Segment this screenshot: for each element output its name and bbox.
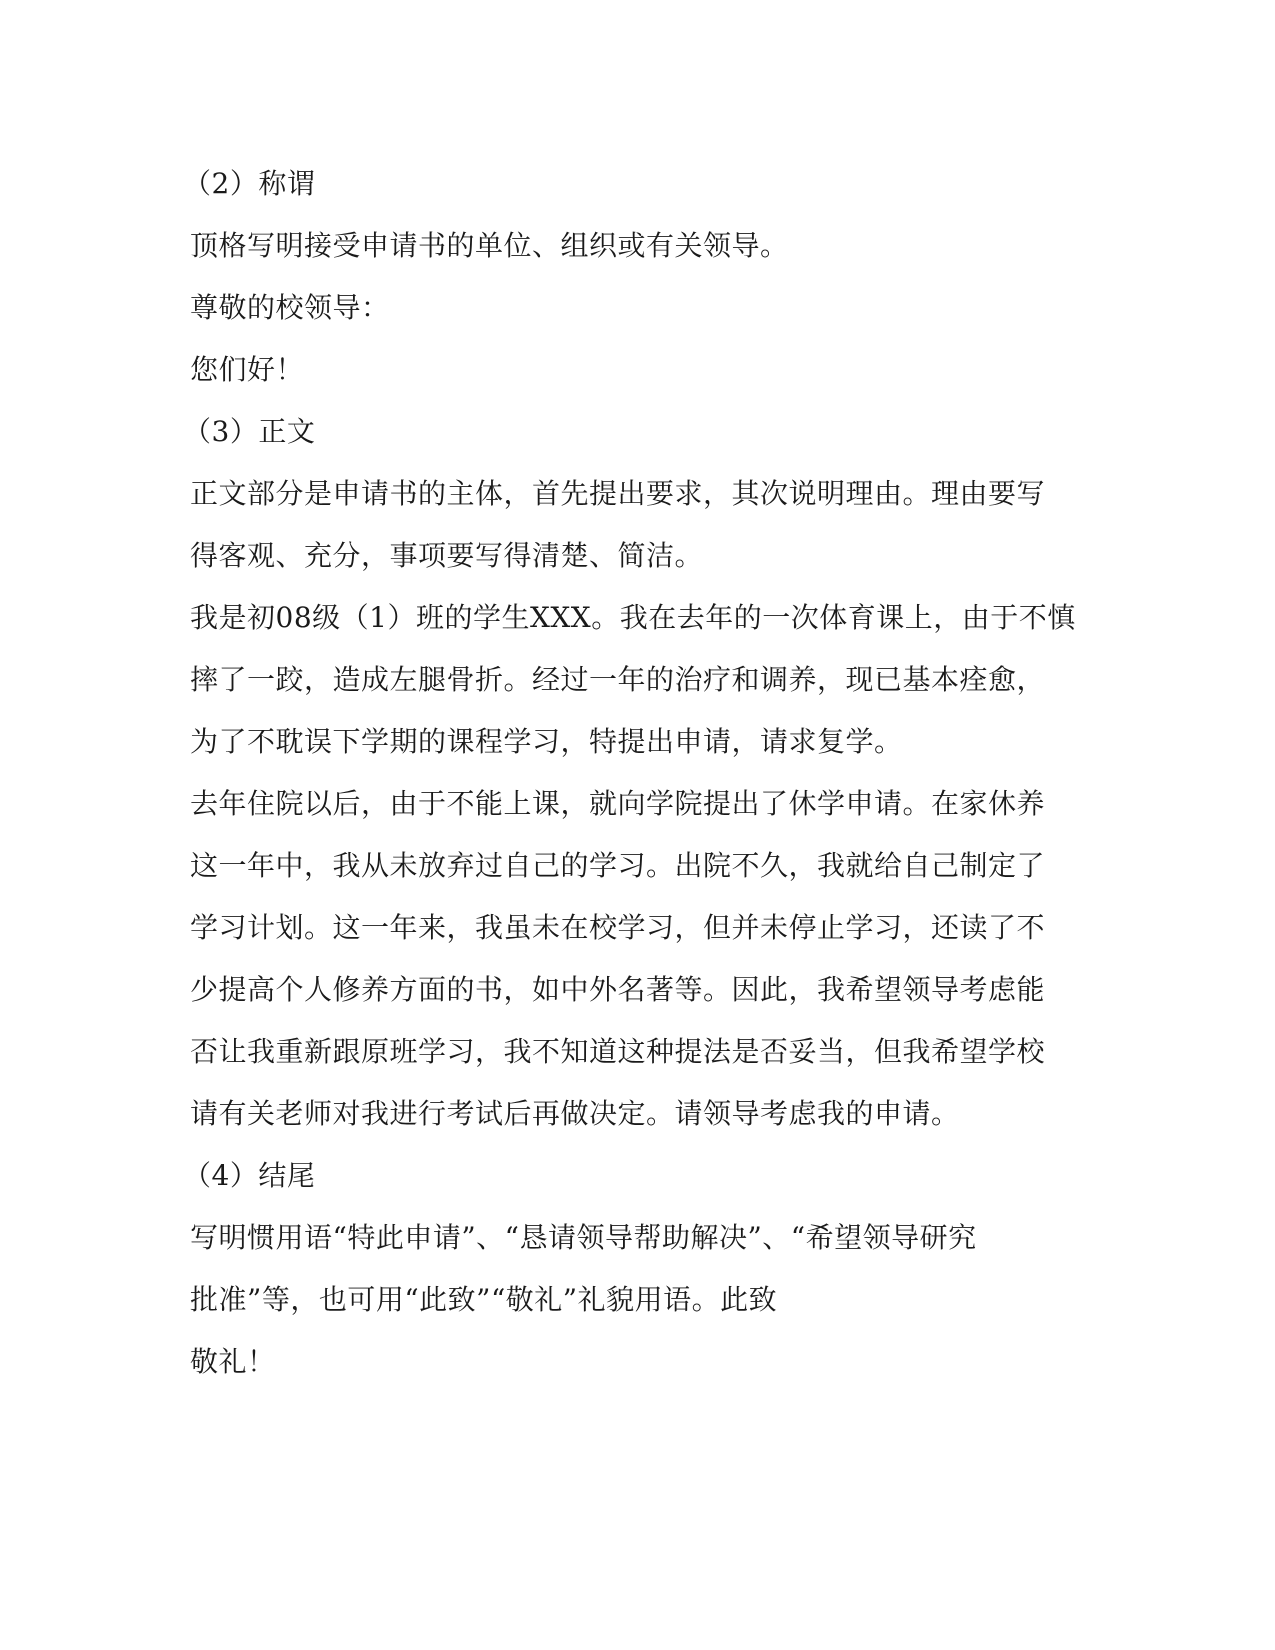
section-heading-salutation: （2）称谓: [183, 167, 316, 200]
text-line: 去年住院以后，由于不能上课，就向学院提出了休学申请。在家休养: [190, 787, 1046, 820]
text-line: 摔了一跤，造成左腿骨折。经过一年的治疗和调养，现已基本痊愈，: [190, 663, 1046, 696]
section-heading-closing: （4）结尾: [183, 1159, 316, 1192]
text-line: 批准”等，也可用“此致”“敬礼”礼貌用语。此致: [190, 1283, 778, 1316]
text-line: 这一年中，我从未放弃过自己的学习。出院不久，我就给自己制定了: [190, 849, 1046, 882]
section-heading-body: （3）正文: [183, 415, 316, 448]
text-line: 敬礼！: [190, 1345, 276, 1378]
text-line: 写明惯用语“特此申请”、“恳请领导帮助解决”、“希望领导研究: [190, 1221, 977, 1254]
text-line: 您们好！: [190, 353, 305, 386]
text-line: 正文部分是申请书的主体，首先提出要求，其次说明理由。理由要写: [190, 477, 1046, 510]
text-line: 否让我重新跟原班学习，我不知道这种提法是否妥当，但我希望学校: [190, 1035, 1046, 1068]
text-line: 尊敬的校领导：: [190, 291, 390, 324]
text-line: 我是初08级（1）班的学生XXX。我在去年的一次体育课上，由于不慎: [190, 601, 1076, 634]
text-line: 得客观、充分，事项要写得清楚、简洁。: [190, 539, 704, 572]
text-line: 为了不耽误下学期的课程学习，特提出申请，请求复学。: [190, 725, 903, 758]
text-line: 学习计划。这一年来，我虽未在校学习，但并未停止学习，还读了不: [190, 911, 1046, 944]
text-line: 少提高个人修养方面的书，如中外名著等。因此，我希望领导考虑能: [190, 973, 1046, 1006]
text-line: 请有关老师对我进行考试后再做决定。请领导考虑我的申请。: [190, 1097, 960, 1130]
text-line: 顶格写明接受申请书的单位、组织或有关领导。: [190, 229, 789, 262]
